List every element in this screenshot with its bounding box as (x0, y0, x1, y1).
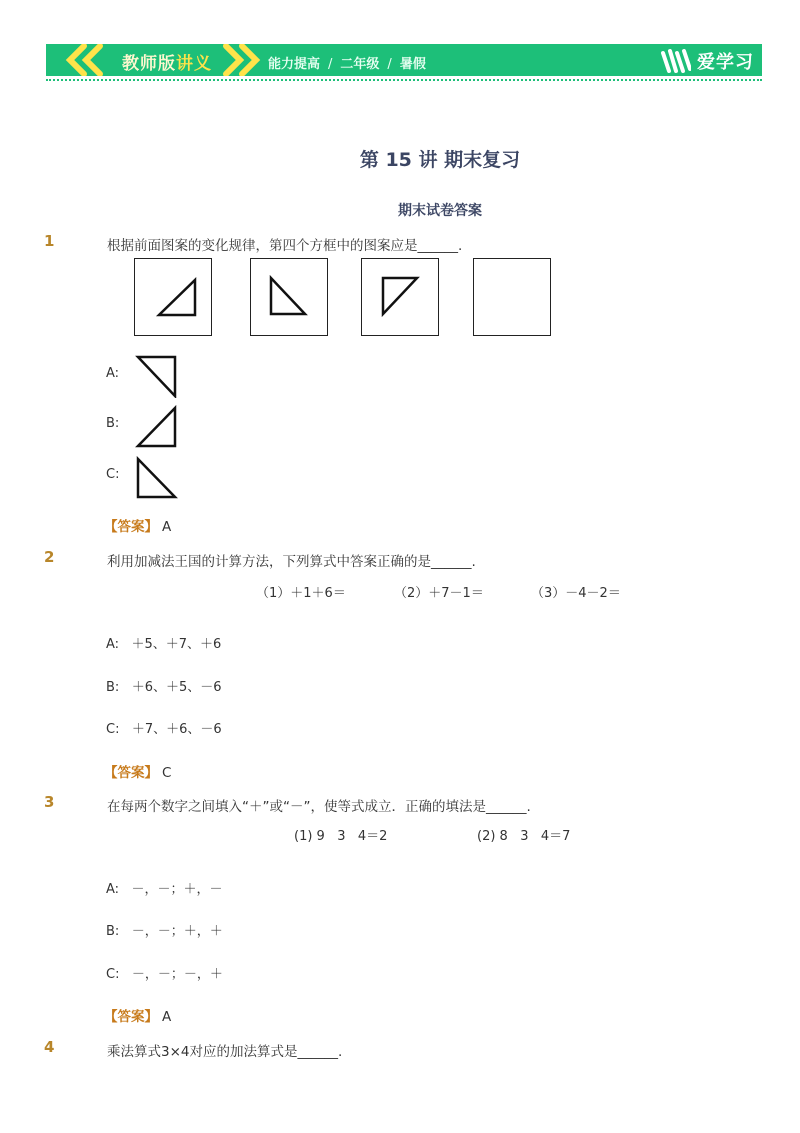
option-row: B: ＋6、＋5、－6 (106, 680, 222, 695)
answer-value: C (162, 765, 172, 781)
answer-line: 【答案】 A (104, 1009, 172, 1025)
pattern-box-1 (134, 258, 212, 336)
triangle-option-b-icon (135, 405, 179, 449)
header-banner (46, 44, 762, 76)
question-text: 在每两个数字之间填入“＋”或“－”，使等式成立．正确的填法是______. (107, 799, 531, 815)
triangle-icon (362, 259, 437, 334)
option-label: A: (106, 366, 120, 381)
answer-line: 【答案】 C (104, 765, 172, 781)
answer-value: A (162, 1009, 172, 1025)
triangle-option-c-icon (135, 456, 179, 500)
brand-title: 教师版讲义 (122, 54, 212, 74)
pattern-box-4-blank (473, 258, 551, 336)
equation-item: (2) 8 3 4＝7 (477, 829, 571, 844)
triangle-icon (251, 259, 326, 334)
option-row: A: ＋5、＋7、＋6 (106, 637, 222, 652)
equation-item: (1) 9 3 4＝2 (294, 829, 388, 844)
option-label: C: (106, 467, 120, 482)
option-row: C: －，－；－，＋ (106, 967, 223, 982)
page-title: 第 15 讲 期末复习 (359, 149, 521, 171)
pattern-box-2 (250, 258, 328, 336)
triangle-option-a-icon (135, 354, 179, 398)
header-divider (46, 79, 762, 81)
option-label: B: (106, 416, 120, 431)
crumb-grade: 二年级 (340, 57, 380, 72)
answer-line: 【答案】 A (104, 519, 172, 535)
question-text: 根据前面图案的变化规律，第四个方框中的图案应是______. (107, 238, 463, 254)
equation-item: （3）－4－2＝ (531, 586, 621, 601)
double-chevron-left-icon (56, 44, 116, 76)
breadcrumb: 能力提高 / 二年级 / 暑假 (268, 57, 426, 72)
pattern-box-3 (361, 258, 439, 336)
question-number: 3 (44, 793, 55, 811)
option-row: A: －，－；＋，－ (106, 882, 223, 897)
equation-item: （2）＋7－1＝ (394, 586, 484, 601)
answer-value: A (162, 519, 172, 535)
logo (661, 48, 754, 74)
option-row: B: －，－；＋，＋ (106, 924, 223, 939)
crumb-subject: 能力提高 (268, 57, 321, 72)
question-text: 利用加减法王国的计算方法，下列算式中答案正确的是______. (107, 554, 476, 570)
double-chevron-right-icon (218, 44, 268, 76)
option-row: C: ＋7、＋6、－6 (106, 722, 222, 737)
question-number: 2 (44, 548, 55, 566)
question-text: 乘法算式3×4对应的加法算式是______. (107, 1044, 343, 1060)
triangle-icon (135, 259, 210, 334)
crumb-term: 暑假 (399, 57, 426, 72)
question-number: 4 (44, 1038, 55, 1056)
page-subtitle: 期末试卷答案 (398, 203, 482, 219)
question-number: 1 (44, 232, 55, 250)
equation-item: （1）＋1＋6＝ (256, 586, 346, 601)
logo-text: 爱学习 (697, 52, 754, 73)
book-stripes-icon (661, 49, 691, 73)
